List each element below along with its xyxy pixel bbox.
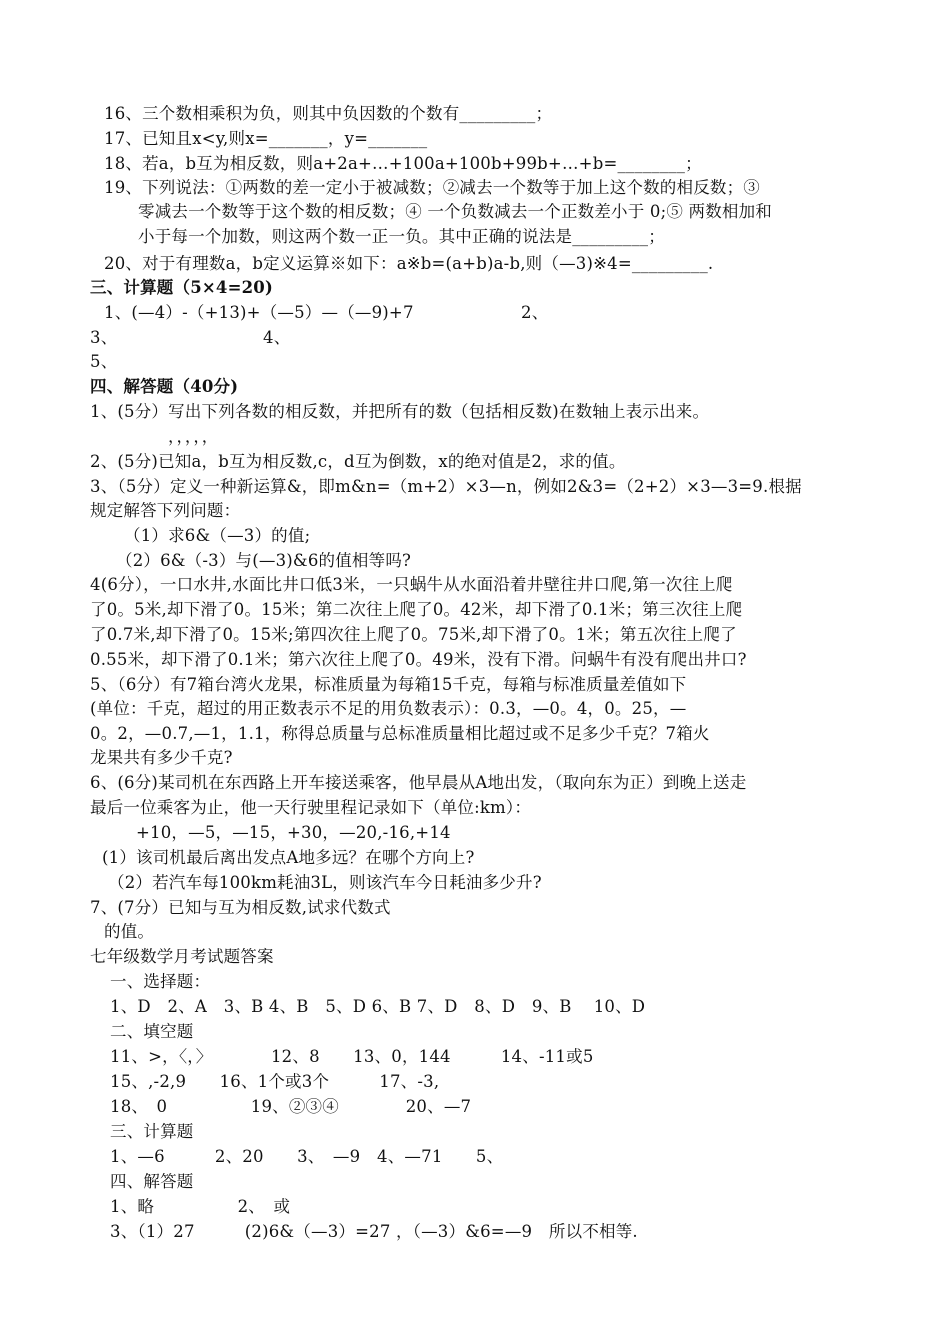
section-4-heading: 四、解答题（40分)	[90, 377, 239, 396]
question-18: 18、若a，b互为相反数，则a+2a+…+100a+100b+99b+…+b=________；	[104, 154, 702, 173]
answer-key-section-1-row: 1、D 2、A 3、B 4、B 5、D 6、B 7、D 8、D 9、B 10、D	[110, 997, 646, 1016]
question-19-line-3: 小于每一个加数，则这两个数一正一负。其中正确的说法是_________；	[138, 227, 665, 246]
answer-key-section-1: 一、选择题：	[110, 972, 211, 991]
calc-2: 2、	[521, 303, 549, 322]
answer-key-section-4-row-1: 1、略 2、 或	[110, 1197, 291, 1216]
answer-question-1: 1、(5分）写出下列各数的相反数，并把所有的数（包括相反数)在数轴上表示出来。	[90, 402, 710, 421]
answer-question-5-line-2: (单位：千克，超过的用正数表示不足的用负数表示）：0.3，—0。4，0。25，—	[90, 699, 687, 718]
question-20: 20、对于有理数a，b定义运算※如下：a※b=(a+b)a-b,则（—3)※4=_________.	[104, 254, 714, 273]
answer-key-section-4: 四、解答题	[110, 1172, 194, 1191]
calc-5: 5、	[90, 352, 118, 371]
answer-question-6-part-2: （2）若汽车每100km耗油3L，则该汽车今日耗油多少升?	[108, 873, 542, 892]
answer-question-3-part-2: （2）6&（-3）与(—3)&6的值相等吗?	[116, 551, 412, 570]
question-17: 17、已知且x<y,则x=_______，y=_______	[104, 129, 428, 148]
answer-question-6-mileage: +10，—5，—15，+30，—20,-16,+14	[136, 823, 451, 842]
answer-key-section-2-row-1: 11、>，〈，〉 12、8 13、0，144 14、-11或5	[110, 1047, 594, 1066]
answer-question-4-line-3: 了0.7米,却下滑了0。15米;第四次往上爬了0。75米,却下滑了0。1米；第五次往上爬了	[90, 625, 737, 644]
answer-question-6-line-2: 最后一位乘客为止，他一天行驶里程记录如下（单位:km）：	[90, 798, 532, 817]
answer-question-6-line-1: 6、(6分)某司机在东西路上开车接送乘客，他早晨从A地出发，（取向东为正）到晚上送走	[90, 773, 747, 792]
answer-key-section-3: 三、计算题	[110, 1122, 194, 1141]
calc-4: 4、	[263, 328, 291, 347]
answer-key-section-4-row-2: 3、（1）27 (2)6&（—3）=27 ，（—3）&6=—9 所以不相等.	[110, 1222, 638, 1241]
section-3-heading: 三、计算题（5×4=20)	[90, 278, 273, 297]
answer-question-7-line-2: 的值。	[104, 922, 155, 941]
answer-question-4-line-4: 0.55米，却下滑了0.1米；第六次往上爬了0。49米，没有下滑。问蜗牛有没有爬出井口?	[90, 650, 747, 669]
answer-question-3-part-1: （1）求6&（—3）的值;	[124, 526, 311, 545]
calc-1: 1、(—4）-（+13)+（—5）—（—9)+7	[104, 303, 414, 322]
answer-key-section-2: 二、填空题	[110, 1022, 194, 1041]
calc-3: 3、	[90, 328, 118, 347]
answer-question-5-line-4: 龙果共有多少千克?	[90, 748, 233, 767]
answer-question-3-line-1: 3、（5分）定义一种新运算&，即m&n=（m+2）×3—n，例如2&3=（2+2）×3—3=9.根据	[90, 477, 802, 496]
answer-question-4-line-2: 了0。5米,却下滑了0。15米；第二次往上爬了0。42米，却下滑了0.1米；第三次往上爬	[90, 600, 743, 619]
answer-key-section-3-row: 1、—6 2、20 3、 —9 4、—71 5、	[110, 1147, 504, 1166]
answer-question-7-line-1: 7、(7分）已知与互为相反数,试求代数式	[90, 898, 391, 917]
answer-key-section-2-row-3: 18、 0 19、②③④ 20、—7	[110, 1097, 472, 1116]
question-19-line-1: 19、下列说法：①两数的差一定小于被减数；②减去一个数等于加上这个数的相反数；③	[104, 178, 760, 197]
answer-question-1-numbers: ，，，，，	[168, 427, 219, 446]
answer-question-4-line-1: 4(6分），一口水井,水面比井口低3米，一只蜗牛从水面沿着井壁往井口爬,第一次往上爬	[90, 575, 733, 594]
answer-key-section-2-row-2: 15、,-2,9 16、1个或3个 17、-3,	[110, 1072, 440, 1091]
question-16: 16、三个数相乘积为负，则其中负因数的个数有_________；	[104, 104, 553, 123]
question-19-line-2: 零减去一个数等于这个数的相反数；④ 一个负数减去一个正数差小于 0;⑤ 两数相加和	[138, 202, 772, 221]
answer-question-3-line-2: 规定解答下列问题：	[90, 501, 241, 520]
answer-question-2: 2、(5分)已知a，b互为相反数,c，d互为倒数，x的绝对值是2，求的值。	[90, 452, 626, 471]
answer-question-5-line-1: 5、（6分）有7箱台湾火龙果，标准质量为每箱15千克，每箱与标准质量差值如下	[90, 675, 687, 694]
answer-key-title: 七年级数学月考试题答案	[90, 947, 274, 966]
answer-question-6-part-1: (1）该司机最后离出发点A地多远？在哪个方向上?	[102, 848, 475, 867]
answer-question-5-line-3: 0。2，—0.7,—1，1.1，称得总质量与总标准质量相比超过或不足多少千克？7箱火	[90, 724, 710, 743]
